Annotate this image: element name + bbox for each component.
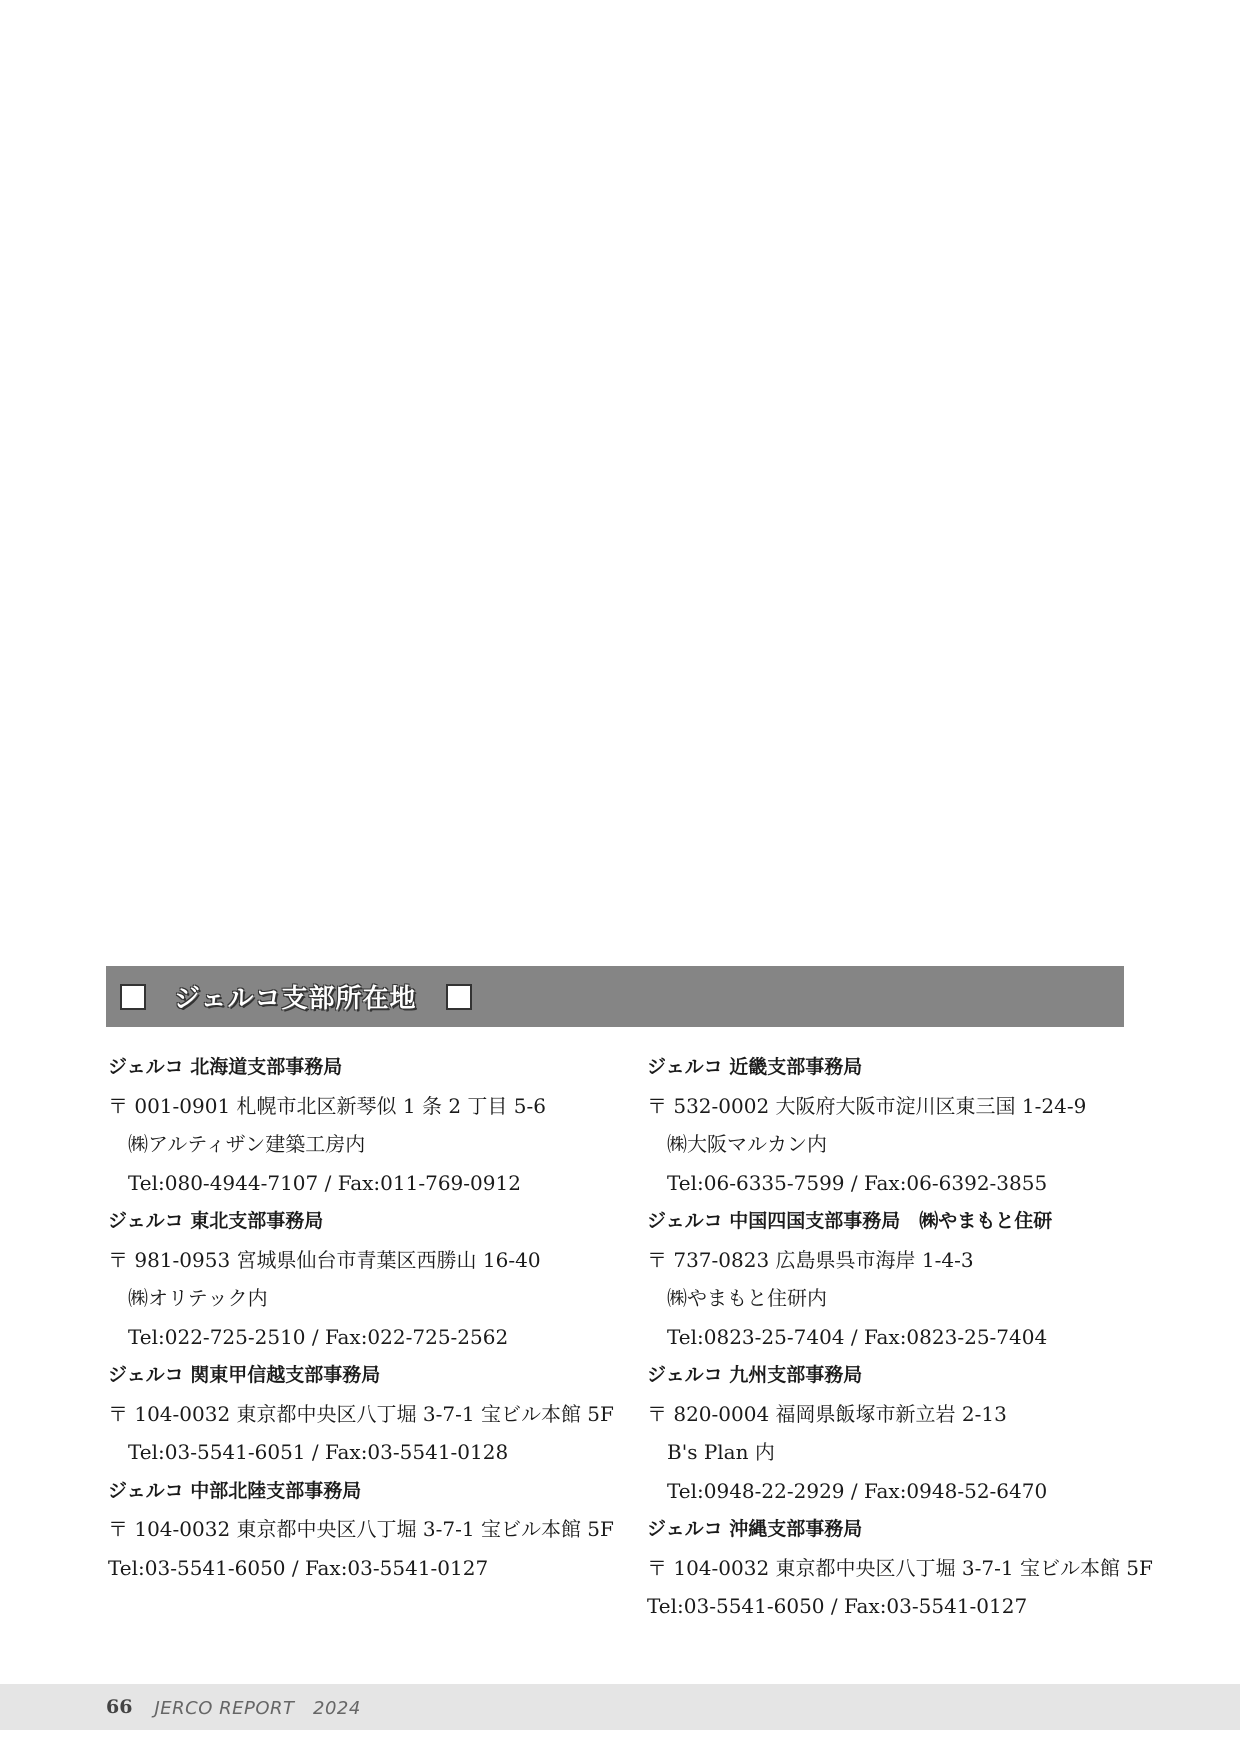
branch-contact: Tel:03-5541-6050 / Fax:03-5541-0127 [108, 1555, 489, 1580]
branch-name: ジェルコ 中部北陸支部事務局 [108, 1479, 362, 1502]
branch-contact: Tel:06-6335-7599 / Fax:06-6392-3855 [667, 1170, 1048, 1195]
branch-name: ジェルコ 北海道支部事務局 [108, 1056, 343, 1078]
square-bullet-icon [120, 984, 146, 1010]
branch-address: 〒 104-0032 東京都中央区八丁堀 3-7-1 宝ビル本館 5F [647, 1555, 1153, 1580]
branch-care-of: ㈱やまもと住研内 [667, 1286, 827, 1310]
branch-address: 〒 532-0002 大阪府大阪市淀川区東三国 1-24-9 [647, 1093, 1087, 1118]
branch-care-of: ㈱アルティザン建築工房内 [128, 1132, 366, 1156]
branch-care-of: ㈱オリテック内 [128, 1286, 268, 1310]
section-header [106, 966, 1124, 1027]
branch-name: ジェルコ 中国四国支部事務局 ㈱やまもと住研 [647, 1210, 1053, 1232]
branch-list-left [108, 1048, 628, 1587]
branch-care-of: ㈱大阪マルカン内 [667, 1132, 827, 1156]
branch-contact: Tel:022-725-2510 / Fax:022-725-2562 [128, 1324, 509, 1349]
branch-name: ジェルコ 関東甲信越支部事務局 [108, 1364, 381, 1386]
branch-name: ジェルコ 東北支部事務局 [108, 1210, 324, 1232]
branch-care-of: B's Plan 内 [667, 1440, 775, 1464]
branch-address: 〒 820-0004 福岡県飯塚市新立岩 2-13 [647, 1401, 1007, 1426]
branch-contact: Tel:0948-22-2929 / Fax:0948-52-6470 [667, 1478, 1048, 1503]
branch-name: ジェルコ 近畿支部事務局 [647, 1056, 863, 1078]
section-title: ジェルコ支部所在地 [174, 984, 417, 1014]
branch-contact: Tel:0823-25-7404 / Fax:0823-25-7404 [667, 1324, 1048, 1349]
branch-name: ジェルコ 九州支部事務局 [647, 1364, 863, 1386]
square-bullet-icon [446, 984, 472, 1010]
branch-list-right [647, 1048, 1153, 1626]
branch-address: 〒 737-0823 広島県呉市海岸 1-4-3 [647, 1247, 974, 1272]
publication-title: JERCO REPORT 2024 [154, 1698, 361, 1719]
page-number: 66 [106, 1696, 133, 1718]
branch-address: 〒 001-0901 札幌市北区新琴似 1 条 2 丁目 5-6 [108, 1093, 546, 1118]
branch-address: 〒 104-0032 東京都中央区八丁堀 3-7-1 宝ビル本館 5F [108, 1401, 614, 1426]
branch-address: 〒 104-0032 東京都中央区八丁堀 3-7-1 宝ビル本館 5F [108, 1517, 614, 1541]
branch-name: ジェルコ 沖縄支部事務局 [647, 1518, 863, 1540]
branch-contact: Tel:03-5541-6050 / Fax:03-5541-0127 [647, 1594, 1028, 1618]
branch-contact: Tel:080-4944-7107 / Fax:011-769-0912 [128, 1170, 521, 1195]
branch-address: 〒 981-0953 宮城県仙台市青葉区西勝山 16-40 [108, 1247, 541, 1272]
page-footer [0, 1684, 1240, 1730]
branch-contact: Tel:03-5541-6051 / Fax:03-5541-0128 [128, 1440, 509, 1464]
